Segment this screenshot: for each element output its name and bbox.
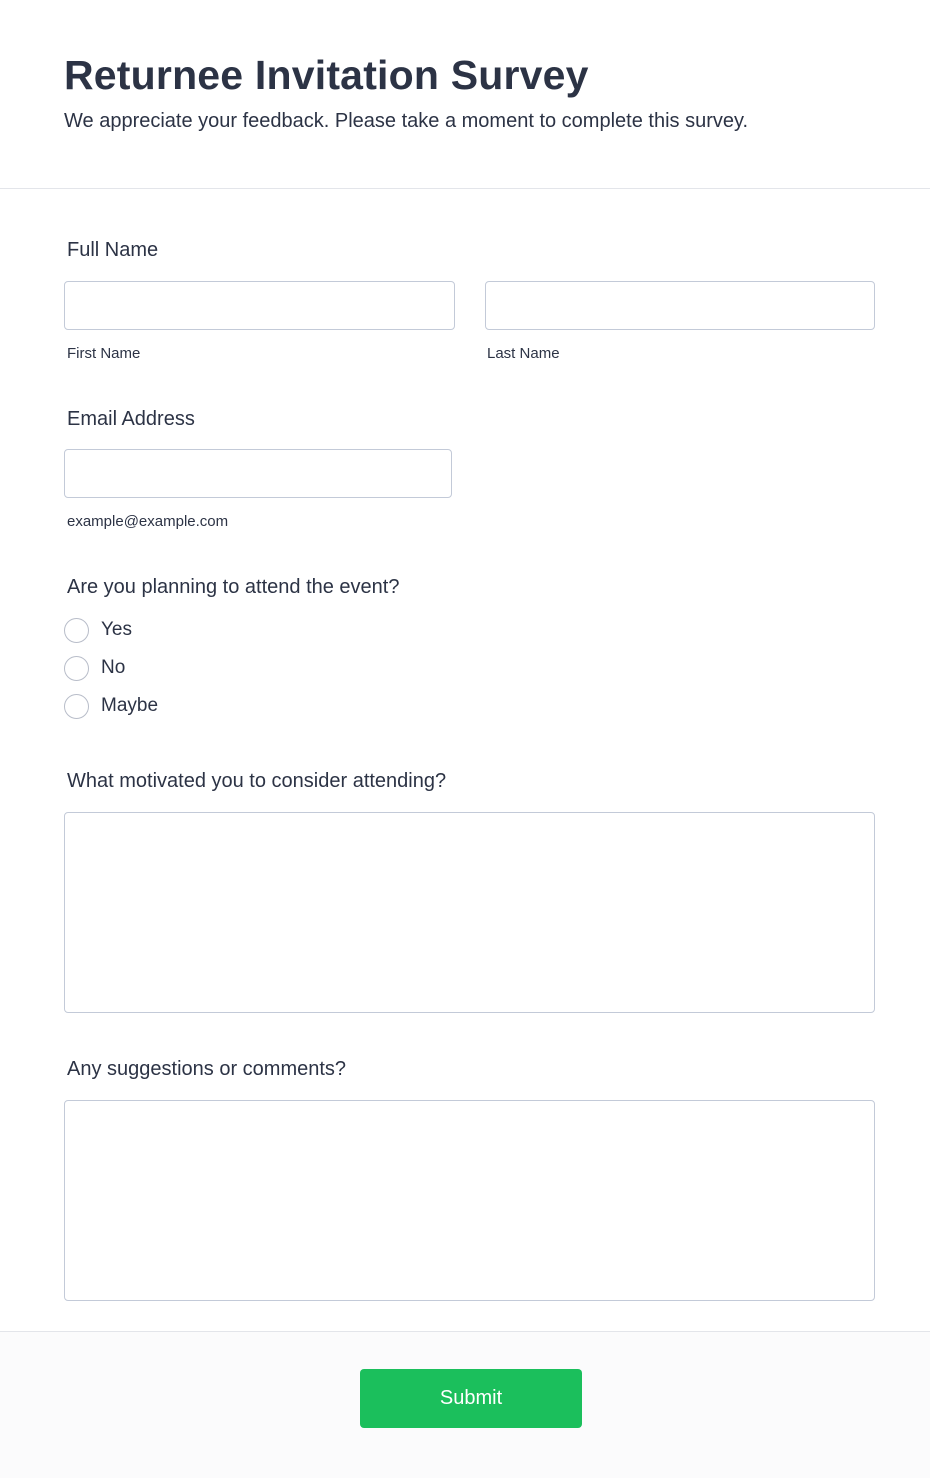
last-name-sublabel: Last Name [487,345,560,362]
radio-label: No [101,657,126,678]
radio-button[interactable] [64,618,89,643]
radio-button[interactable] [64,694,89,719]
radio-button[interactable] [64,656,89,681]
radio-label: Maybe [101,695,159,716]
page-subtitle: We appreciate your feedback. Please take a moment to complete this survey. [64,110,749,132]
last-name-input[interactable] [485,281,875,330]
email-label: Email Address [67,408,195,430]
comments-question-label: Any suggestions or comments? [67,1058,347,1080]
page-title: Returnee Invitation Survey [64,52,589,98]
submit-button[interactable]: Submit [360,1369,582,1428]
motivation-question-label: What motivated you to consider attending? [67,770,447,792]
full-name-label: Full Name [67,239,159,261]
form-header [0,0,930,189]
attend-question-label: Are you planning to attend the event? [67,576,400,598]
motivation-textarea[interactable] [64,812,875,1013]
email-sublabel: example@example.com [67,513,229,530]
first-name-input[interactable] [64,281,455,330]
email-input[interactable] [64,449,452,498]
first-name-sublabel: First Name [67,345,141,362]
radio-label: Yes [101,619,132,640]
comments-textarea[interactable] [64,1100,875,1301]
